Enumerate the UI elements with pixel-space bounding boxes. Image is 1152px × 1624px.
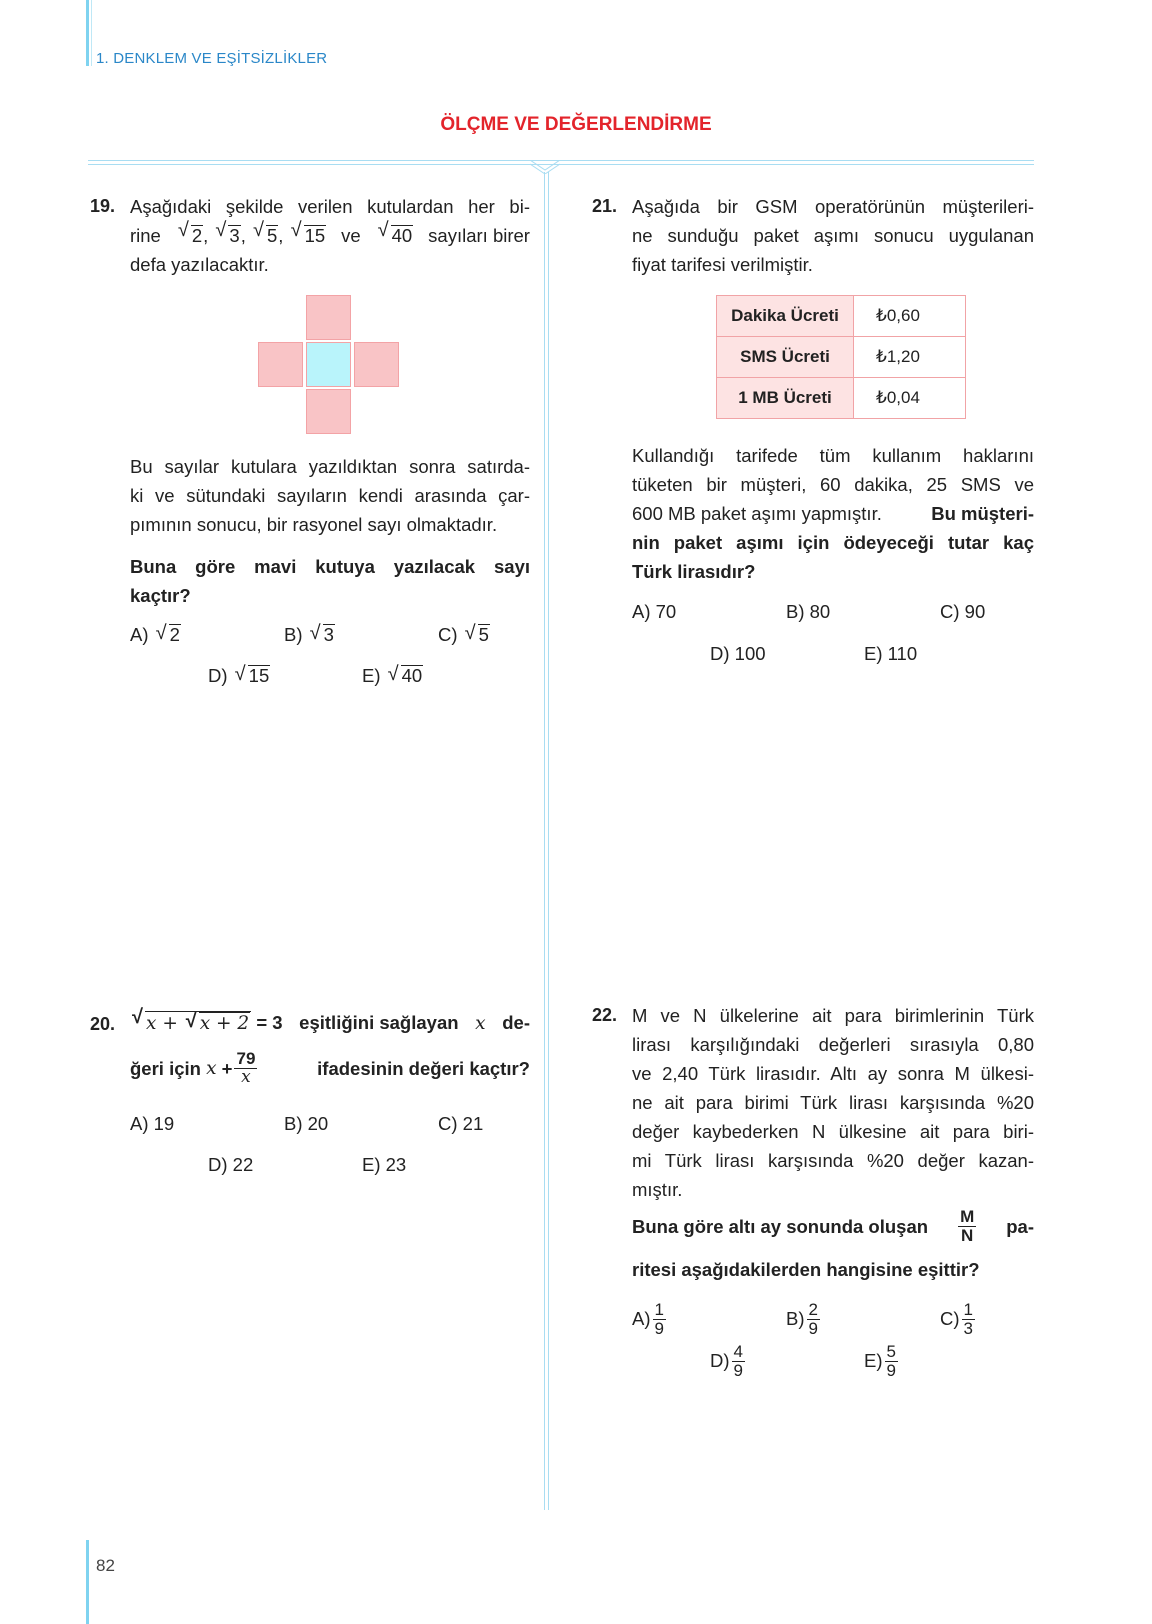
q19-option-b[interactable]: B) √ 3 <box>284 622 334 645</box>
rule-notch <box>530 160 560 174</box>
table-key: Dakika Ücreti <box>717 296 854 337</box>
column-divider-2 <box>548 172 549 1510</box>
q22-body <box>632 1001 1034 1204</box>
q21-intro-line: ne sunduğu paket aşımı sonucu uygulanan <box>632 225 1034 246</box>
table-row <box>717 296 966 337</box>
q19-body-line: Bu sayılar kutulara yazıldıktan sonra satırda- <box>130 456 530 477</box>
footer-accent-bar <box>86 1540 89 1624</box>
q22-option-c[interactable]: C) $\frac{1}{3}$ <box>940 1300 973 1338</box>
table-key: SMS Ücreti <box>717 337 854 378</box>
table-row <box>717 378 966 419</box>
q19-line2 <box>130 221 530 250</box>
q22-option-a[interactable]: A) $\frac{1}{9}$ <box>632 1300 664 1338</box>
q21-question-line: nin paket aşımı için ödeyeceği tutar kaç <box>632 532 1034 553</box>
q20-line1-text: eşitliğini sağlayan <box>299 1012 459 1033</box>
q21-intro-line: fiyat tarifesi verilmiştir. <box>632 254 813 275</box>
question-number-20: 20. <box>90 1014 116 1034</box>
q20-var: x <box>475 1013 486 1034</box>
q22-mn-fraction: $\frac{M}{N}$ <box>960 1207 975 1245</box>
section-title: ÖLÇME VE DEĞERLENDİRME <box>440 114 712 135</box>
q20-option-d[interactable]: D) 22 <box>208 1154 254 1175</box>
q21-body3-plain: 600 MB paket aşımı yapmıştır. <box>632 503 882 524</box>
question-number-21: 21. <box>592 196 618 216</box>
q21-body-line3 <box>632 499 1034 528</box>
q19-body <box>130 452 530 539</box>
chapter-title: 1. DENKLEM VE EŞİTSİZLİKLER <box>96 50 328 67</box>
q21-option-c[interactable]: C) 90 <box>940 601 986 622</box>
q22-body-line: lirası karşılığındaki değerleri sırasıyla 0,80 <box>632 1034 1034 1055</box>
q19-ve: ve <box>341 225 361 246</box>
q21-intro <box>632 192 1034 279</box>
q20-option-b[interactable]: B) 20 <box>284 1113 329 1134</box>
q19-question-line: Buna göre mavi kutuya yazılacak sayı <box>130 556 530 577</box>
q20-line2-post: ifadesinin değeri kaçtır? <box>317 1057 530 1079</box>
q20-line1-end: de- <box>502 1012 530 1033</box>
q21-option-d[interactable]: D) 100 <box>710 643 766 664</box>
right-box <box>354 342 399 387</box>
q22-body-line: mi Türk lirası karşısında %20 değer kazan- <box>632 1150 1034 1171</box>
q19-option-a[interactable]: A) √ 2 <box>130 622 180 645</box>
blue-center-box <box>306 342 351 387</box>
column-divider <box>544 172 545 1510</box>
q21-body-line: tüketen bir müşteri, 60 dakika, 25 SMS ve <box>632 474 1034 495</box>
q22-body-line: değer kaybederken N ülkesine ait para biri- <box>632 1121 1034 1142</box>
q19-option-d[interactable]: D) √ 15 <box>208 663 270 686</box>
q22-body-line: M ve N ülkelerine ait para birimlerinin Türk <box>632 1005 1034 1026</box>
q19-root-40: √ 40 <box>377 219 413 246</box>
q19-line2-post: sayıları birer <box>428 225 530 246</box>
q22-body-line: ve 2,40 Türk lirasıdır. Altı ay sonra M ülkesi- <box>632 1063 1034 1084</box>
q20-line2: ğeri için x + $\frac{79}{x}$ ifadesinin değeri kaçtır? <box>130 1049 530 1087</box>
table-value: ₺0,60 <box>854 296 966 337</box>
q19-option-e[interactable]: E) √ 40 <box>362 663 423 686</box>
q22-option-b[interactable]: B) $\frac{2}{9}$ <box>786 1300 818 1338</box>
q22-option-e[interactable]: E) $\frac{5}{9}$ <box>864 1342 896 1380</box>
top-rule <box>88 160 1034 161</box>
q22-question-line1 <box>632 1208 1034 1245</box>
q19-question <box>130 552 530 610</box>
header-accent-bar-thin <box>91 0 92 66</box>
page-number: 82 <box>96 1556 115 1575</box>
q19-question-line: kaçtır? <box>130 585 191 606</box>
q22-body-line: mıştır. <box>632 1179 683 1200</box>
q21-body-line: Kullandığı tarifede tüm kullanım haklarını <box>632 445 1034 466</box>
q19-body-line: ki ve sütundaki sayıların kendi arasında çar- <box>130 485 530 506</box>
q22-question-pre: Buna göre altı ay sonunda oluşan <box>632 1215 929 1237</box>
q21-option-e[interactable]: E) 110 <box>864 643 918 664</box>
q21-body3-bold: Bu müşteri- <box>931 503 1034 524</box>
q19-roots: √ 2, √ 3, √ 5, √ 15 <box>177 219 326 246</box>
q21-question-line: Türk lirasıdır? <box>632 561 756 582</box>
q20-line1 <box>130 1008 530 1038</box>
q19-line3: defa yazılacaktır. <box>130 254 269 275</box>
q21-option-b[interactable]: B) 80 <box>786 601 831 622</box>
top-rule-2 <box>88 164 1034 165</box>
bottom-box <box>306 389 351 434</box>
q22-body-line: ne ait para birimi Türk lirası karşısında %20 <box>632 1092 1034 1113</box>
q20-fraction: $\frac{79}{x}$ <box>236 1049 256 1087</box>
q20-line2-pre: ğeri için <box>130 1057 201 1079</box>
q22-option-d[interactable]: D) $\frac{4}{9}$ <box>710 1342 743 1380</box>
q20-option-e[interactable]: E) 23 <box>362 1154 407 1175</box>
q21-body <box>632 441 1034 586</box>
table-key: 1 MB Ücreti <box>717 378 854 419</box>
question-number-19: 19. <box>90 196 116 216</box>
q19-line2-pre: rine <box>130 225 161 246</box>
q21-intro-line: Aşağıda bir GSM operatörünün müşterileri- <box>632 196 1034 217</box>
question-19-stem <box>130 192 530 279</box>
q22-question-post: pa- <box>1006 1215 1034 1237</box>
q20-option-a[interactable]: A) 19 <box>130 1113 175 1134</box>
question-number-22: 22. <box>592 1005 618 1025</box>
tariff-table <box>716 295 966 419</box>
table-value: ₺0,04 <box>854 378 966 419</box>
table-value: ₺1,20 <box>854 337 966 378</box>
q20-option-c[interactable]: C) 21 <box>438 1113 484 1134</box>
header-accent-bar <box>86 0 89 66</box>
top-box <box>306 295 351 340</box>
q19-line1: Aşağıdaki şekilde verilen kutulardan her bi- <box>130 196 530 217</box>
q20-equation: √ x + √ x + 2 = 3 <box>132 1006 283 1034</box>
left-box <box>258 342 303 387</box>
q19-option-c[interactable]: C) √ 5 <box>438 622 489 645</box>
q22-question-line2: ritesi aşağıdakilerden hangisine eşittir? <box>632 1259 980 1280</box>
q19-body-line: pımının sonucu, bir rasyonel sayı olmaktadır. <box>130 514 498 535</box>
q21-option-a[interactable]: A) 70 <box>632 601 677 622</box>
table-row <box>717 337 966 378</box>
cross-box-figure <box>258 295 404 437</box>
